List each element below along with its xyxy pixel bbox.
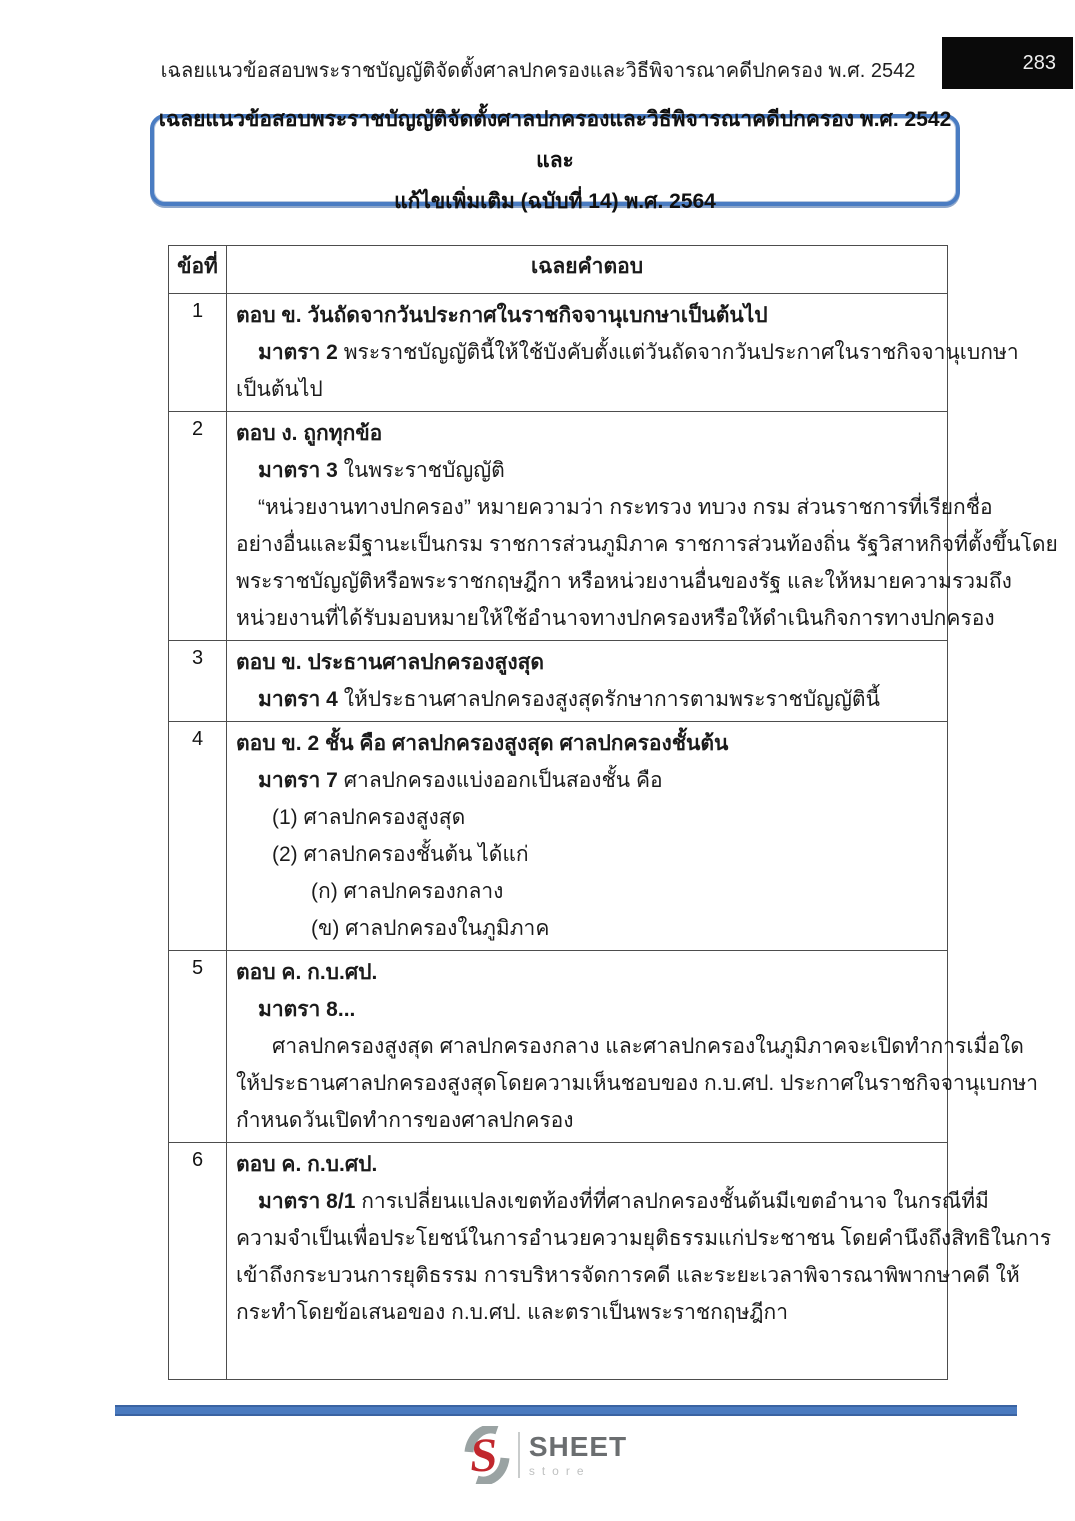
table-row (169, 951, 948, 1143)
header-cell-number: ข้อที่ (169, 246, 227, 294)
answer-line: กำหนดวันเปิดทำการของศาลปกครอง (236, 1109, 574, 1132)
answer-table (168, 245, 1058, 1380)
row-number: 3 (169, 641, 227, 722)
logo-inner (462, 1426, 627, 1484)
answer-line: มาตรา 3 ในพระราชบัญญัติ (258, 459, 505, 482)
answer-line: (2) ศาลปกครองชั้นต้น ได้แก่ (272, 843, 529, 866)
answer-line: (1) ศาลปกครองสูงสุด (272, 806, 466, 829)
logo-subtitle: store (528, 1463, 591, 1478)
answer-cell (227, 641, 948, 722)
table-row (169, 722, 948, 951)
header-cell-answer: เฉลยคำตอบ (227, 246, 948, 294)
answer-line: ตอบ ข. วันถัดจากวันประกาศในราชกิจจานุเบกษาเป็นต้นไป (236, 304, 768, 327)
logo-text-block (528, 1430, 628, 1478)
answer-line: ตอบ ข. ประธานศาลปกครองสูงสุด (236, 651, 545, 674)
table-row (169, 294, 948, 412)
answer-line: “หน่วยงานทางปกครอง” หมายความว่า กระทรวง ทบวง กรม ส่วนราชการที่เรียกชื่อ (258, 496, 993, 519)
answer-line: มาตรา 8... (258, 998, 356, 1021)
answer-line: มาตรา 2 พระราชบัญญัตินี้ให้ใช้บังคับตั้งแต่วันถัดจากวันประกาศในราชกิจจานุเบกษา (258, 341, 1019, 364)
answer-line: (ข) ศาลปกครองในภูมิภาค (311, 917, 550, 940)
answer-line: ให้ประธานศาลปกครองสูงสุดโดยความเห็นชอบของ ก.บ.ศป. ประกาศในราชกิจจานุเบกษา (236, 1072, 1039, 1095)
table-row (169, 641, 948, 722)
answer-line: เป็นต้นไป (236, 378, 323, 401)
title-line-1: เฉลยแนวข้อสอบพระราชบัญญัติจัดตั้งศาลปกครองและวิธีพิจารณาคดีปกครอง พ.ศ. 2542 และ (158, 107, 952, 172)
row-number: 6 (169, 1143, 227, 1380)
answer-line: อย่างอื่นและมีฐานะเป็นกรม ราชการส่วนภูมิภาค ราชการส่วนท้องถิ่น รัฐวิสาหกิจที่ตั้งขึ้นโดย (236, 533, 1058, 556)
answer-cell (227, 1143, 1052, 1380)
title-box (150, 107, 960, 213)
answer-cell (227, 951, 1039, 1143)
answer-cell (227, 294, 1019, 412)
table-row (169, 1143, 948, 1380)
table-header-row (169, 246, 948, 294)
footer-divider-bar (115, 1405, 1017, 1416)
answer-line: มาตรา 4 ให้ประธานศาลปกครองสูงสุดรักษาการตามพระราชบัญญัตินี้ (258, 688, 880, 711)
answer-cell (227, 722, 948, 951)
answer-line: ตอบ ค. ก.บ.ศป. (236, 1153, 378, 1176)
answer-line: ตอบ ง. ถูกทุกข้อ (236, 422, 383, 445)
answer-line: (ก) ศาลปกครองกลาง (311, 880, 504, 903)
answer-line: มาตรา 8/1 การเปลี่ยนแปลงเขตท้องที่ที่ศาลปกครองชั้นต้นมีเขตอำนาจ ในกรณีที่มี (258, 1190, 989, 1213)
row-number: 4 (169, 722, 227, 951)
logo-divider (518, 1432, 520, 1478)
title-line-2: แก้ไขเพิ่มเติม (ฉบับที่ 14) พ.ศ. 2564 (394, 189, 716, 213)
answer-line: มาตรา 7 ศาลปกครองแบ่งออกเป็นสองชั้น คือ (258, 769, 663, 792)
page-number-box (942, 37, 1073, 89)
row-number: 1 (169, 294, 227, 412)
answer-line: ศาลปกครองสูงสุด ศาลปกครองกลาง และศาลปกครองในภูมิภาคจะเปิดทำการเมื่อใด (272, 1035, 1024, 1058)
row-number: 5 (169, 951, 227, 1143)
sheet-store-logo (0, 1426, 1075, 1484)
answer-line: พระราชบัญญัติหรือพระราชกฤษฎีกา หรือหน่วยงานอื่นของรัฐ และให้หมายความรวมถึง (236, 570, 1012, 593)
answer-line: ตอบ ค. ก.บ.ศป. (236, 961, 378, 984)
answer-table-body (169, 294, 1058, 1380)
row-number: 2 (169, 412, 227, 641)
header-title: เฉลยแนวข้อสอบพระราชบัญญัติจัดตั้งศาลปกครองและวิธีพิจารณาคดีปกครอง พ.ศ. 2542 (160, 60, 916, 82)
answer-line: ความจำเป็นเพื่อประโยชน์ในการอำนวยความยุติธรรมแก่ประชาชน โดยคำนึงถึงสิทธิในการ (236, 1227, 1052, 1250)
answer-line: ตอบ ข. 2 ชั้น คือ ศาลปกครองสูงสุด ศาลปกครองชั้นต้น (236, 732, 729, 755)
answer-line: กระทำโดยข้อเสนอของ ก.บ.ศป. และตราเป็นพระราชกฤษฎีกา (236, 1301, 789, 1324)
logo-s-icon (462, 1426, 512, 1484)
page-number: 283 (1022, 52, 1056, 74)
logo-title: SHEET (528, 1430, 628, 1462)
table-row (169, 412, 948, 641)
svg-text:S: S (467, 1429, 500, 1482)
answer-line: เข้าถึงกระบวนการยุติธรรม การบริหารจัดการคดี และระยะเวลาพิจารณาพิพากษาคดี ให้ (236, 1264, 1020, 1287)
answer-cell (227, 412, 1058, 641)
answer-line: หน่วยงานที่ได้รับมอบหมายให้ใช้อำนาจทางปกครองหรือให้ดำเนินกิจการทางปกครอง (236, 607, 995, 630)
